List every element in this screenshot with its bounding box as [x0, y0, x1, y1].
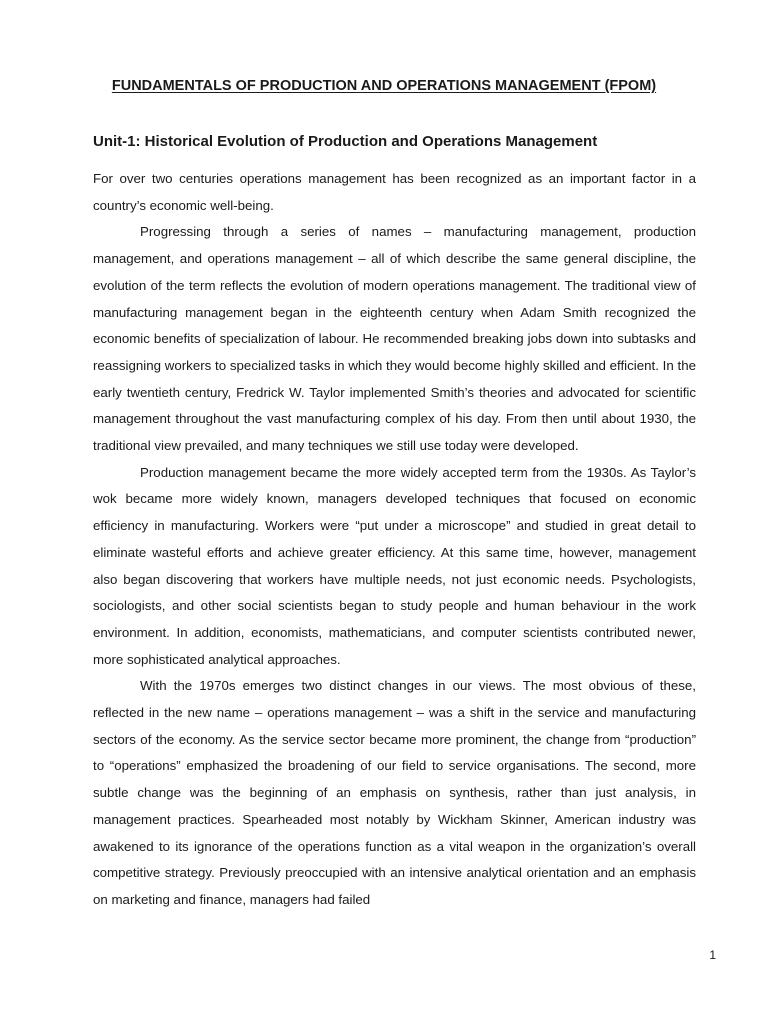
document-body — [93, 166, 696, 914]
paragraph-names: Progressing through a series of names – manufacturing management, production management, and operations management – all of which describe the same general discipline, the evolution of the term reflects the evolution of modern operations management. The traditional view of manufacturing management began in the eighteenth century when Adam Smith recognized the economic benefits of specialization of labour. He recommended breaking jobs down into subtasks and reassigning workers to specialized tasks in which they would become highly skilled and efficient. In the early twentieth century, Fredrick W. Taylor implemented Smith’s theories and advocated for scientific management throughout the vast manufacturing complex of his day. From then until about 1930, the traditional view prevailed, and many techniques we still use today were developed. — [93, 224, 696, 454]
paragraph-intro: For over two centuries operations management has been recognized as an important factor in a country’s economic well-being. — [93, 171, 696, 213]
page-number: 1 — [709, 948, 716, 962]
unit-heading: Unit-1: Historical Evolution of Production and Operations Management — [93, 133, 598, 150]
paragraph-production-management: Production management became the more widely accepted term from the 1930s. As Taylor’s wok became more widely known, managers developed techniques that focused on economic efficiency in manufacturing. Workers were “put under a microscope” and studied in great detail to eliminate wasteful efforts and achieve greater efficiency. At this same time, however, management also began discovering that workers have multiple needs, not just economic needs. Psychologists, sociologists, and other social scientists began to study people and human behaviour in the work environment. In addition, economists, mathematicians, and computer scientists contributed newer, more sophisticated analytical approaches. — [93, 464, 696, 667]
paragraph-1970s-changes: With the 1970s emerges two distinct changes in our views. The most obvious of these, reflected in the new name – operations management – was a shift in the service and manufacturing sectors of the economy. As the service sector became more prominent, the change from “production” to “operations” emphasized the broadening of our field to service organisations. The second, more subtle change was the beginning of an emphasis on synthesis, rather than just analysis, in management practices. Spearheaded most notably by Wickham Skinner, American industry was awakened to its ignorance of the operations function as a vital weapon in the organization’s overall competitive strategy. Previously preoccupied with an intensive analytical orientation and an emphasis on marketing and finance, managers had failed — [93, 678, 696, 907]
document-title: FUNDAMENTALS OF PRODUCTION AND OPERATIONS MANAGEMENT (FPOM) — [111, 78, 657, 94]
